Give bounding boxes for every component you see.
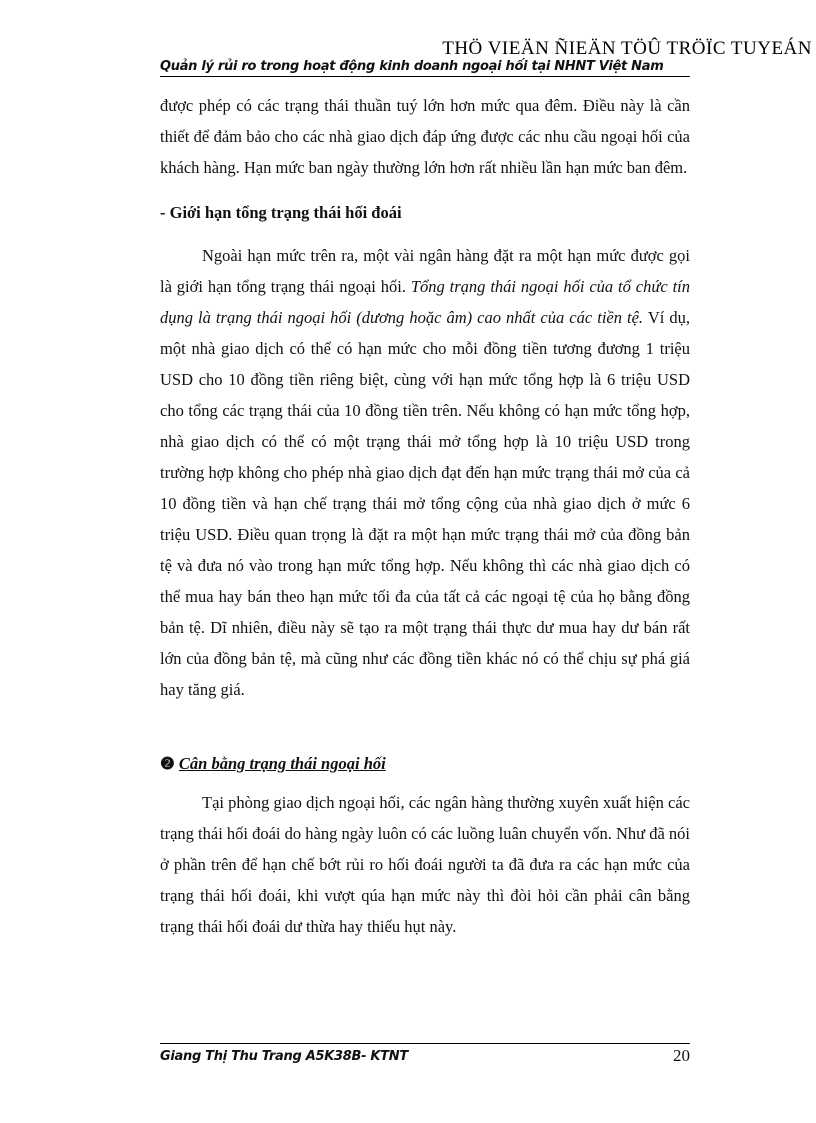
footer-author: Giang Thị Thu Trang A5K38B- KTNT — [160, 1049, 408, 1064]
document-body — [160, 90, 690, 942]
paragraph-balancing: Tại phòng giao dịch ngoại hối, các ngân hàng thường xuyên xuất hiện các trạng thái hối đoái do hàng ngày luôn có các luồng luân chuyển vốn. Như đã nói ở phần trên để hạn chế bớt rủi ro hối đoái người ta đã đưa ra các hạn mức của trạng thái hối đoái, khi vượt qúa hạn mức này thì đòi hỏi cần phải cân bằng trạng thái hối đoái dư thừa hay thiếu hụt này. — [160, 793, 690, 936]
section-heading-label: Cân bằng trạng thái ngoại hối — [178, 754, 386, 773]
library-watermark: THÖ VIEÄN ÑIEÄN TÖÛ TRÖÏC TUYEÁN — [442, 38, 812, 59]
definition-italic: Tổng trạng thái ngoại hối của tổ chức tín dụng là trạng thái ngoại hối (dương hoặc âm) cao nhất của các tiền tệ. — [160, 277, 690, 327]
page-number: 20 — [673, 1046, 690, 1065]
paragraph-total-position — [160, 240, 690, 705]
section-heading-total-position-limit: - Giới hạn tổng trạng thái hối đoái — [160, 203, 402, 222]
numbered-bullet-icon: ❷ — [160, 754, 175, 773]
running-header-title: Quản lý rủi ro trong hoạt động kinh doanh ngoại hối tại NHNT Việt Nam — [160, 59, 690, 77]
paragraph-text-end: Ví dụ, một nhà giao dịch có thể có hạn mức cho mỗi đồng tiền tương đương 1 triệu USD cho 10 đồng tiền riêng biệt, cùng với hạn mức tổng hợp là 6 triệu USD cho tổng các trạng thái của 10 đồng tiền trên. Nếu không có hạn mức tổng hợp, nhà giao dịch có thể có một trạng thái mở tổng hợp là 10 triệu USD trong trường hợp không cho phép nhà giao dịch đạt đến hạn mức trạng thái mở của cả 10 đồng tiền và hạn chế trạng thái mở tổng cộng của nhà giao dịch ở mức 6 triệu USD. Điều quan trọng là đặt ra một hạn mức trạng thái mở của đồng bản tệ và đưa nó vào trong hạn mức tổng hợp. Nếu không thì các nhà giao dịch có thể mua hay bán theo hạn mức tối đa của tất cả các ngoại tệ của họ bằng đồng bản tệ. Dĩ nhiên, điều này sẽ tạo ra một trạng thái thực dư mua hay dư bán rất lớn của đồng bản tệ, mà cũng như các đồng tiền khác nó có thể chịu sự phá giá hay tăng giá. — [160, 308, 690, 699]
page-footer — [160, 1043, 690, 1066]
paragraph-continuation: được phép có các trạng thái thuần tuý lớn hơn mức qua đêm. Điều này là cần thiết để đảm bảo cho các nhà giao dịch đáp ứng được các nhu cầu ngoại hối của khách hàng. Hạn mức ban ngày thường lớn hơn rất nhiều lần hạn mức ban đêm. — [160, 96, 690, 177]
paragraph-text-start: Ngoài hạn mức trên ra, một vài ngân hàng đặt ra một hạn mức được gọi là giới hạn tổng trạng thái ngoại hối. — [160, 246, 690, 296]
section-heading-balancing — [160, 748, 690, 779]
